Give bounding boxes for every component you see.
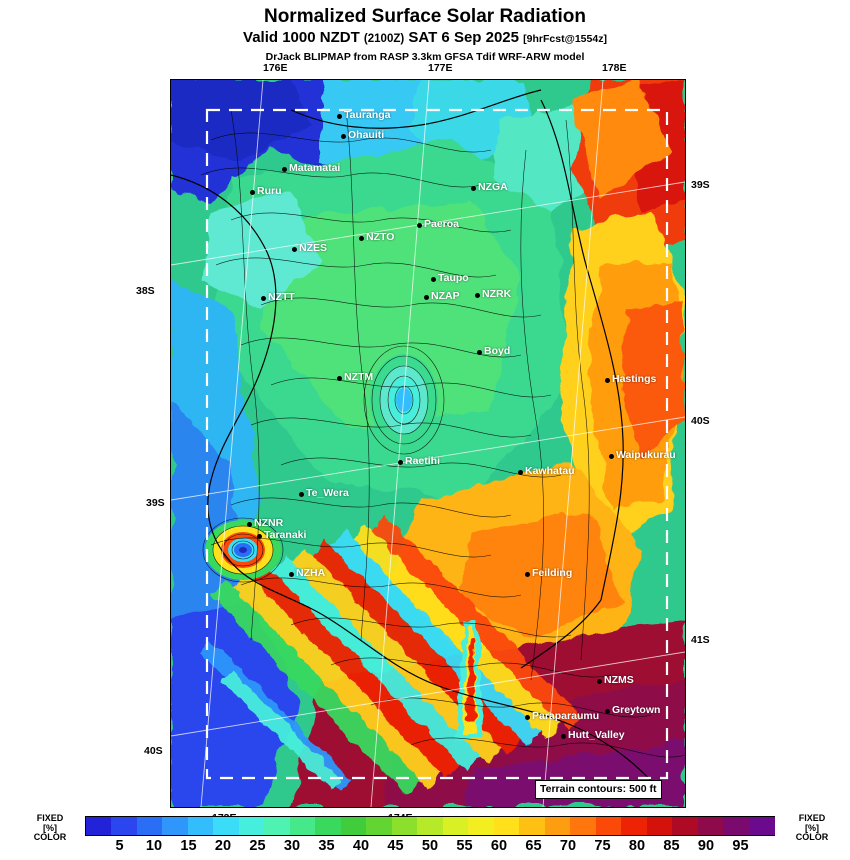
station-label: NZTO <box>366 231 395 243</box>
colorbar-tick: 75 <box>594 838 611 854</box>
station-label: Paraparaumu <box>532 710 600 722</box>
map-panel <box>136 62 710 808</box>
colorbar-segment <box>672 817 698 835</box>
colorbar-segment <box>315 817 341 835</box>
station-label: Ohauiti <box>348 129 385 141</box>
station-marker <box>299 492 304 497</box>
station-marker <box>289 572 294 577</box>
colorbar-tick: 35 <box>318 838 335 854</box>
station-marker <box>609 454 614 459</box>
colorbar-segment <box>239 817 265 835</box>
station-label: NZGA <box>478 181 508 193</box>
colorbar-tick: 15 <box>180 838 197 854</box>
colorbar-segment <box>443 817 469 835</box>
colorbar-segment <box>188 817 214 835</box>
colorbar-tick: 70 <box>559 838 577 854</box>
terrain-contour-note: Terrain contours: 500 ft <box>535 780 662 799</box>
station-label: Boyd <box>484 345 511 357</box>
colorbar-segment <box>366 817 392 835</box>
colorbar-end-label-line: FIXED <box>798 813 826 823</box>
station-label: NZES <box>299 242 328 254</box>
station-marker <box>525 572 530 577</box>
station-label: Matamatai <box>289 162 341 174</box>
colorbar-tick: 65 <box>525 838 542 854</box>
station-marker <box>292 247 297 252</box>
colorbar-end-label-line: COLOR <box>795 832 829 842</box>
valid-time-utc: (2100Z) <box>363 33 405 45</box>
colorbar-segment <box>545 817 571 835</box>
station-marker <box>561 734 566 739</box>
valid-date: SAT 6 Sep 2025 <box>408 29 519 46</box>
title-block <box>0 6 850 64</box>
colorbar-segment <box>749 817 775 835</box>
station-label: Te_Wera <box>306 487 349 499</box>
colorbar-tick: 30 <box>283 838 301 854</box>
colorbar-segment <box>570 817 596 835</box>
station-label: NZTT <box>268 291 295 303</box>
colorbar-segment <box>494 817 520 835</box>
station-label: NZRK <box>482 288 512 300</box>
station-label: NZHA <box>296 567 326 579</box>
latitude-tick-label: 41S <box>691 634 710 646</box>
colorbar-tick: 25 <box>249 838 266 854</box>
station-marker <box>282 167 287 172</box>
latitude-tick-label: 38S <box>136 285 155 297</box>
station-label: Greytown <box>612 704 661 716</box>
colorbar-tick: 10 <box>145 838 163 854</box>
station-label: NZTM <box>344 371 374 383</box>
station-marker <box>605 378 610 383</box>
colorbar-segment <box>213 817 239 835</box>
station-marker <box>597 679 602 684</box>
colorbar-tick: 50 <box>421 838 439 854</box>
longitude-tick-label: 177E <box>428 62 453 74</box>
station-marker <box>247 522 252 527</box>
station-label: Feilding <box>532 567 573 579</box>
station-marker <box>359 236 364 241</box>
colorbar-segment <box>264 817 290 835</box>
station-marker <box>471 186 476 191</box>
colorbar-tick: 40 <box>352 838 370 854</box>
station-marker <box>337 376 342 381</box>
colorbar-segment <box>290 817 316 835</box>
colorbar-end-label-line: [%] <box>805 822 819 833</box>
colorbar-segment <box>392 817 418 835</box>
station-marker <box>257 534 262 539</box>
station-label: Paeroa <box>424 218 460 230</box>
colorbar-segment <box>162 817 188 835</box>
colorbar-segment <box>341 817 367 835</box>
colorbar-tick: 60 <box>490 838 508 854</box>
station-label: Taupo <box>438 272 469 284</box>
station-label: Taranaki <box>264 529 307 541</box>
station-label: Kawhatau <box>525 465 575 477</box>
station-label: Ruru <box>257 185 282 197</box>
station-marker <box>261 296 266 301</box>
colorbar-segment <box>111 817 137 835</box>
station-label: Hutt_Valley <box>568 729 625 741</box>
colorbar-tick: 80 <box>628 838 646 854</box>
colorbar-end-label-line: COLOR <box>33 832 67 842</box>
station-label: NZNR <box>254 517 284 529</box>
model-line: DrJack BLIPMAP from RASP 3.3km GFSA Tdif WRF-ARW model <box>265 51 585 63</box>
colorbar[interactable] <box>85 816 775 836</box>
valid-time-line <box>0 29 850 48</box>
station-marker <box>341 134 346 139</box>
colorbar-segment <box>86 817 112 835</box>
station-marker <box>475 293 480 298</box>
colorbar-tick: 20 <box>214 838 232 854</box>
station-label: Hastings <box>612 373 657 385</box>
latitude-tick-label: 39S <box>691 179 710 191</box>
station-marker <box>424 295 429 300</box>
station-marker <box>431 277 436 282</box>
station-marker <box>250 190 255 195</box>
station-marker <box>417 223 422 228</box>
colorbar-right-label <box>784 814 840 843</box>
station-label: Waipukurau <box>616 449 676 461</box>
colorbar-tick: 5 <box>115 838 124 854</box>
latitude-tick-label: 40S <box>144 745 163 757</box>
colorbar-left-label <box>24 814 76 843</box>
colorbar-end-label-line: [%] <box>43 822 57 833</box>
map-canvas[interactable] <box>170 79 686 808</box>
station-marker <box>398 460 403 465</box>
colorbar-tick: 85 <box>663 838 680 854</box>
station-label: NZAP <box>431 290 460 302</box>
colorbar-segment <box>519 817 545 835</box>
station-marker <box>605 709 610 714</box>
colorbar-segment <box>723 817 749 835</box>
colorbar-tick: 95 <box>732 838 749 854</box>
colorbar-segment <box>468 817 494 835</box>
station-marker <box>525 715 530 720</box>
station-label: Tauranga <box>344 109 391 121</box>
latitude-tick-label: 39S <box>146 497 165 509</box>
colorbar-segment <box>647 817 673 835</box>
colorbar-tick: 45 <box>387 838 404 854</box>
colorbar-tick: 55 <box>456 838 473 854</box>
longitude-tick-label: 176E <box>263 62 288 74</box>
colorbar-segment <box>137 817 163 835</box>
station-marker <box>477 350 482 355</box>
colorbar-tick-labels <box>85 838 775 856</box>
colorbar-segment <box>698 817 724 835</box>
colorbar-end-label-line: FIXED <box>36 813 64 823</box>
station-label: NZMS <box>604 674 634 686</box>
station-label: Raetihi <box>405 455 441 467</box>
longitude-tick-label: 178E <box>602 62 627 74</box>
page-title: Normalized Surface Solar Radiation <box>263 6 587 27</box>
station-marker <box>518 470 523 475</box>
colorbar-segment <box>621 817 647 835</box>
colorbar-segment <box>417 817 443 835</box>
latitude-tick-label: 40S <box>691 415 710 427</box>
station-marker <box>337 114 342 119</box>
forecast-stamp: [9hrFcst@1554z] <box>523 33 607 45</box>
colorbar-tick: 90 <box>697 838 715 854</box>
valid-time: Valid 1000 NZDT <box>243 29 360 46</box>
colorbar-segment <box>596 817 622 835</box>
